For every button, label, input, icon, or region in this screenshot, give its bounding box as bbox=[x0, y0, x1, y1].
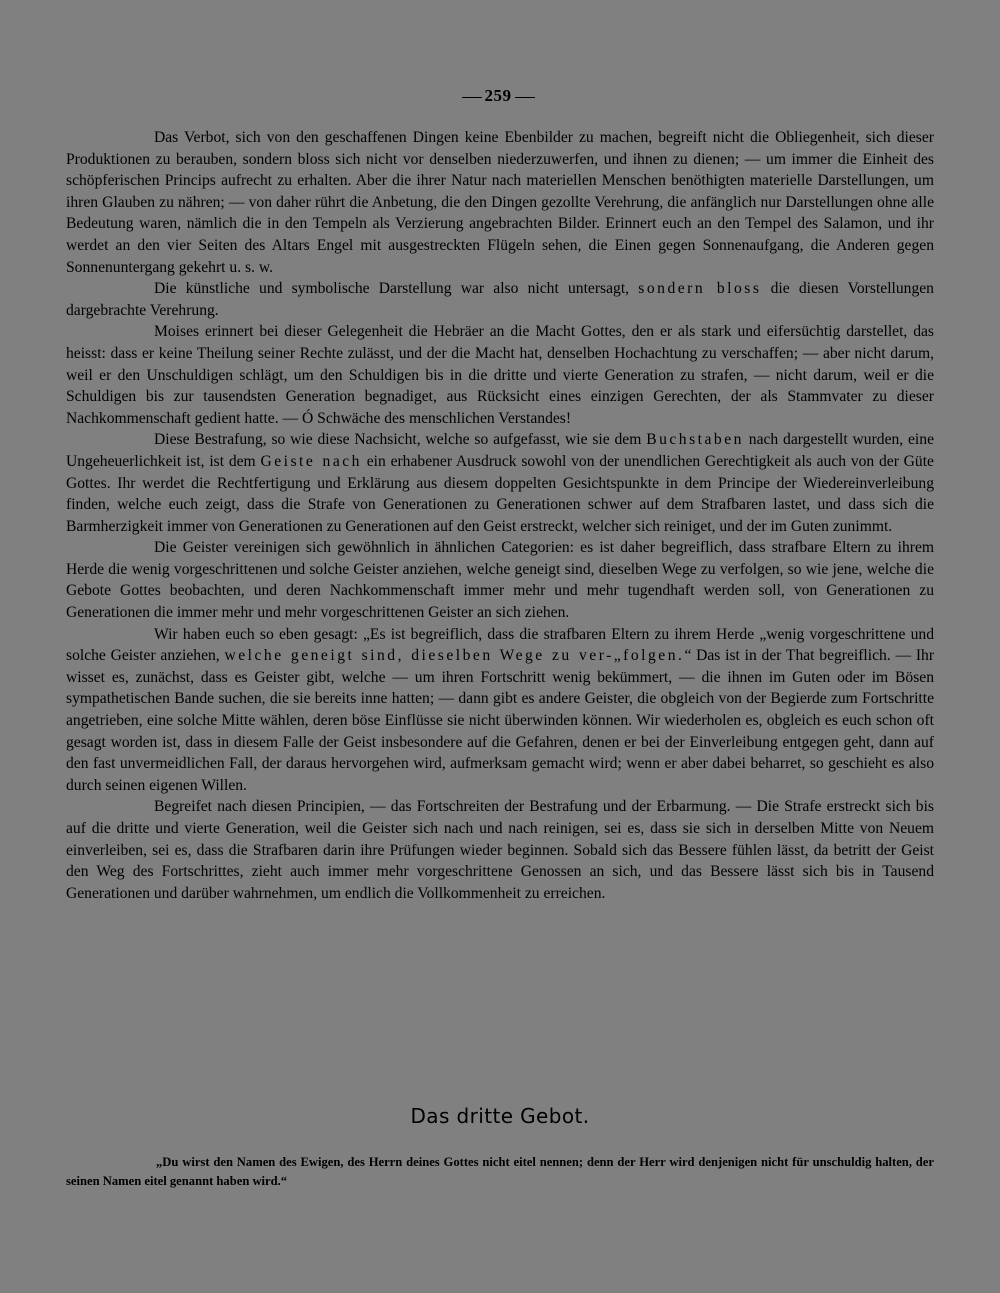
paragraph-4-text-c: ein erhabener Ausdruck sowohl von der unendlichen Gerechtigkeit als auch von der Güte Gottes. Ihr werdet die Rechtfertigung und Erklärung aus diesem doppelten Gesichtspunkte in dem Principe der Wiedereinverleibung finden, welche euch zeigt, dass die Strafe von Generationen zu Generationen schwer auf dem Strafbaren lastet, und dass sich die Barmherzigkeit immer von Generationen zu Generationen auf den Geist erstreckt, welcher sich reiniget, und der im Guten zunimmt. bbox=[66, 452, 934, 535]
paragraph-4 bbox=[66, 429, 934, 537]
commandment-quote bbox=[66, 1153, 934, 1191]
paragraph-4-text-b: nach dargestellt wurden, eine Ungeheuerlichkeit ist, ist dem bbox=[66, 431, 934, 470]
page-number-dash-left bbox=[462, 97, 482, 98]
paragraph-2-text-a: Die künstliche und symbolische Darstellung war also nicht untersagt, bbox=[154, 280, 630, 298]
paragraph-2-text-b: die diesen Vorstellungen dargebrachte Verehrung. bbox=[66, 280, 934, 319]
paragraph-6 bbox=[66, 624, 934, 797]
paragraph-6-text-a: Wir haben euch so eben gesagt: „Es ist begreiflich, dass die strafbaren Eltern zu ihrem Herde „wenig vorgeschrittene und solche Geister anziehen, bbox=[66, 625, 934, 665]
paragraph-1: Das Verbot, sich von den geschaffenen Dingen keine Ebenbilder zu machen, begreift nicht die Obliegenheit, sich dieser Produktionen zu berauben, sondern bloss sich nicht vor denselben niederzuwerfen, und ihnen zu dienen; — um immer die Einheit des schöpferischen Princips aufrecht zu erhalten. Aber die ihrer Natur nach materiellen Menschen benöthigten materielle Darstellungen, um ihren Glauben zu nähren; — von daher rührt die Anbetung, die den Dingen gezollte Verehrung, die anfänglich nur Darstellungen ohne alle Bedeutung waren, nämlich die in den Tempeln als Verzierung angebrachten Bilder. Erinnert euch an den Tempel des Salamon, und ihr werdet an den vier Seiten des Altars Engel mit ausgestreckten Flügeln sehen, die Einen gegen Sonnenaufgang, die Anderen gegen Sonnenuntergang gekehrt u. s. w. bbox=[66, 129, 934, 276]
page-number-value: 259 bbox=[484, 86, 512, 105]
paragraph-3: Moises erinnert bei dieser Gelegenheit die Hebräer an die Macht Gottes, den er als stark und eifersüchtig darstellet, das heisst: dass er keine Theilung seiner Rechte zulässt, und der die Macht hat, denselben Hochachtung zu verschaffen; — aber nicht darum, weil er den Unschuldigen schlägt, um den Schuldigen bis in die dritte und vierte Generation zu strafen, — nicht darum, weil er die Schuldigen bis zur tausendsten Generation begnadiget, aus Rücksicht eines einzigen Gerechten, der als Stammvater zu dieser Nachkommenschaft gedient hatte. — Ó Schwäche des menschlichen Verstandes! bbox=[66, 323, 934, 427]
paragraph-4-emphasis-1: Buchstaben bbox=[646, 431, 744, 449]
section-heading: Das dritte Gebot. bbox=[410, 1104, 590, 1128]
paragraph-2-emphasis: sondern bloss bbox=[638, 280, 762, 298]
paragraph-5: Die Geister vereinigen sich gewöhnlich in ähnlichen Categorien: es ist daher begreiflich, dass strafbare Eltern zu ihrem Herde die wenig vorgeschrittenen und solche Geister anziehen, welche geneigt sind, dieselben Wege zu verfolgen, so wie jene, welche die Gebote Gottes beobachten, und deren Nachkommenschaft immer mehr und mehr tugendhaft werden soll, von Generationen zu Generationen die immer mehr und mehr vorgeschrittenen Geister an sich ziehen. bbox=[66, 539, 934, 622]
page-number-dash-right bbox=[515, 97, 535, 98]
paragraph-6-text-b: “ Das ist in der That begreiflich. — Ihr wisset es, zunächst, dass es Geister gibt, welche — um ihren Fortschritt wenig bekümmert, — die ihnen im Guten oder im Bösen sympathetischen Bande suchen, die sie bereits inne hatten; — dann gibt es andere Geister, die obgleich von der Begierde zum Fortschritte angetrieben, eine solche Mitte wählen, deren böse Einflüsse sie nicht überwinden können. Wir wiederholen es, obgleich es euch schon oft gesagt worden ist, dass in diesem Falle der Geist insbesondere auf die Gefahren, denen er bei der Einverleibung entgegen geht, dann auf den fast unvermeidlichen Fall, der daraus hervorgehen wird, aufmerksam gemacht wird; wenn er aber dabei beharret, so geschieht es also durch seinen eigenen Willen. bbox=[66, 647, 935, 794]
paragraph-4-emphasis-2: Geiste nach bbox=[260, 452, 362, 470]
paragraph-2 bbox=[66, 278, 934, 321]
paragraph-6-emphasis: welche geneigt sind, dieselben Wege zu ver-„folgen. bbox=[224, 647, 685, 665]
paragraph-4-text-a: Diese Bestrafung, so wie diese Nachsicht, welche so aufgefasst, wie sie dem bbox=[154, 431, 642, 449]
paragraph-7: Begreifet nach diesen Principien, — das Fortschreiten der Bestrafung und der Erbarmung. — Die Strafe erstreckt sich bis auf die dritte und vierte Generation, weil die Geister sich nach und nach reinigen, sei es, dass sie sich in derselben Mitte von Neuem einverleiben, sei es, dass die Strafbaren darin ihre Prüfungen wieder beginnen. Sobald sich das Bessere fühlen lässt, da betritt der Geist den Weg des Fortschrittes, zieht auch immer mehr vorgeschrittene Genossen an sich, und das Bessere lässt sich bis in Tausend Generationen und darüber wahrnehmen, um endlich die Vollkommenheit zu erreichen. bbox=[66, 798, 934, 902]
quote-text: „Du wirst den Namen des Ewigen, des Herrn deines Gottes nicht eitel nennen; denn der Herr wird denjenigen nicht für unschuldig halten, der seinen Namen eitel genannt haben wird.“ bbox=[66, 1155, 934, 1188]
page-number bbox=[455, 86, 541, 106]
main-text bbox=[66, 127, 934, 904]
